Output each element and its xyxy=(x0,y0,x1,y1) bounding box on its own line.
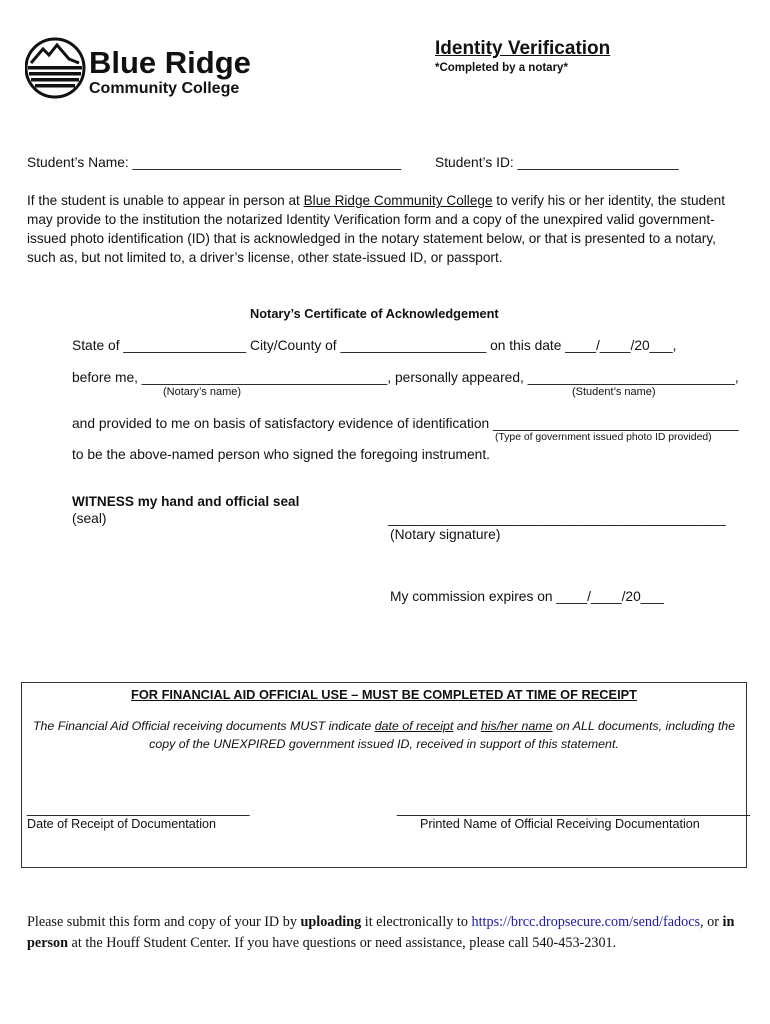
logo-title: Blue Ridge xyxy=(89,45,251,80)
financial-aid-instructions: The Financial Aid Official receiving documents MUST indicate date of receipt and his/her name on ALL documents, including the copy of the UNEXPIRED government issued ID, received in support of this statement. xyxy=(32,719,736,751)
student-name-field[interactable]: Student’s Name: ___________________________________ xyxy=(27,155,402,170)
notary-appeared-line[interactable]: before me, ________________________________, personally appeared, ___________________________, xyxy=(72,370,739,385)
seal-label: (seal) xyxy=(72,511,107,526)
submission-instructions: Please submit this form and copy of your ID by uploading it electronically to https://brcc.dropsecure.com/send/fadocs, or in person at the Houff Student Center. If you have questions or need assistance, please call 540-453-2301. xyxy=(27,914,735,951)
financial-aid-box xyxy=(21,682,750,868)
intro-text-2: to verify his or her identity, the student may provide to the institution the notarized Identity Verification form and a copy of the unexpired valid government-issued photo identification (ID) that is acknowledged in the notary statement below, or that is presented to a notary, such as, but not limited to, a driver’s license, other state-issued ID, or passport. xyxy=(27,193,725,265)
date-of-receipt-text: date of receipt xyxy=(374,719,454,733)
notary-signed-line: to be the above-named person who signed the foregoing instrument. xyxy=(72,447,491,462)
receipt-date-caption: Date of Receipt of Documentation xyxy=(27,817,217,831)
notary-state-line[interactable]: State of ________________ City/County of ___________________ on this date ____/____/20___, xyxy=(72,338,677,353)
page-subtitle: *Completed by a notary* xyxy=(435,62,568,74)
notary-signature-line[interactable]: ____________________________________________ xyxy=(388,511,726,526)
id-type-caption: (Type of government issued photo ID provided) xyxy=(495,432,712,443)
notary-signature-caption: (Notary signature) xyxy=(390,527,501,542)
mountain-logo-icon xyxy=(25,35,265,101)
witness-label: WITNESS my hand and official seal xyxy=(72,494,300,509)
notary-name-caption: (Notary’s name) xyxy=(163,386,242,398)
logo-subtitle: Community College xyxy=(89,80,240,97)
student-id-field[interactable]: Student’s ID: _____________________ xyxy=(435,155,679,170)
intro-text-1: If the student is unable to appear in person at xyxy=(27,193,304,208)
college-logo xyxy=(25,35,265,101)
receipt-date-line[interactable]: _____________________________ xyxy=(27,801,250,816)
page-title: Identity Verification xyxy=(435,38,611,59)
student-name-caption: (Student’s name) xyxy=(572,386,656,398)
notary-heading: Notary’s Certificate of Acknowledgement xyxy=(250,306,499,321)
his-her-name-text: his/her name xyxy=(480,719,553,733)
upload-link[interactable]: https://brcc.dropsecure.com/send/fadocs xyxy=(471,914,701,930)
official-name-line[interactable]: ______________________________________________ xyxy=(397,801,750,816)
notary-evidence-line[interactable]: and provided to me on basis of satisfactory evidence of identification ________________________________ xyxy=(72,416,739,431)
intro-paragraph xyxy=(27,191,747,267)
official-name-caption: Printed Name of Official Receiving Documentation xyxy=(420,817,700,831)
college-name: Blue Ridge Community College xyxy=(303,193,493,208)
financial-aid-title: FOR FINANCIAL AID OFFICIAL USE – MUST BE COMPLETED AT TIME OF RECEIPT xyxy=(131,687,637,702)
commission-expires-line[interactable]: My commission expires on ____/____/20___ xyxy=(390,589,664,604)
